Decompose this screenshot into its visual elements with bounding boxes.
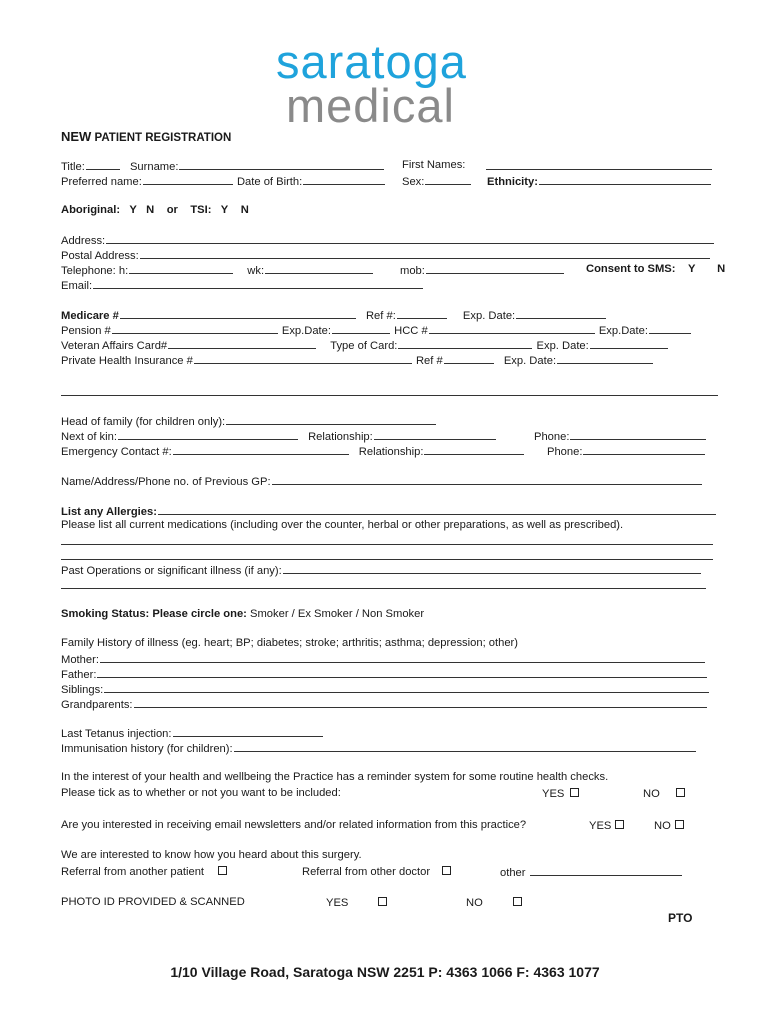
row-aboriginal [61, 205, 249, 216]
family-history-label: Family History of illness (eg. heart; BP; diabetes; stroke; arthritis; asthma; depression; other) [61, 637, 519, 649]
logo-medical: medical [286, 79, 455, 132]
aboriginal-label: Aboriginal: [61, 204, 121, 216]
pension-exp-field[interactable] [332, 324, 390, 334]
past-operations-label: Past Operations or significant illness (if any): [61, 565, 282, 577]
sex-label: Sex: [402, 176, 425, 188]
previous-gp-label: Name/Address/Phone no. of Previous GP: [61, 476, 271, 488]
nok-relationship-field[interactable] [374, 430, 496, 440]
newsletter-yes-checkbox[interactable] [615, 820, 624, 829]
emergency-phone-label: Phone: [547, 446, 583, 458]
reminder-yes-label: YES [542, 788, 565, 800]
veteran-label: Veteran Affairs Card# [61, 340, 168, 352]
veteran-field[interactable] [168, 339, 316, 349]
hcc-field[interactable] [429, 324, 595, 334]
medications-line-1[interactable] [61, 544, 713, 545]
form-title: NEW PATIENT REGISTRATION [61, 129, 232, 144]
immunisation-label: Immunisation history (for children): [61, 743, 233, 755]
next-of-kin-field[interactable] [118, 430, 298, 440]
nok-phone-label: Phone: [534, 431, 570, 443]
consent-sms-y[interactable]: Y [687, 263, 696, 275]
heard-intro: We are interested to know how you heard about this surgery. [61, 849, 362, 861]
private-health-label: Private Health Insurance # [61, 355, 193, 367]
photo-id-yes-checkbox[interactable] [378, 897, 387, 906]
title-label: Title: [61, 161, 85, 173]
dob-label: Date of Birth: [236, 176, 303, 188]
ethnicity-field[interactable] [539, 175, 711, 185]
medicare-ref-field[interactable] [397, 309, 447, 319]
father-field[interactable] [97, 668, 707, 678]
reminder-no-checkbox[interactable] [676, 788, 685, 797]
reminder-text: In the interest of your health and wellbeing the Practice has a reminder system for some routine health checks. [61, 771, 609, 783]
aboriginal-n[interactable]: N [146, 204, 155, 216]
grandparents-label: Grandparents: [61, 699, 133, 711]
hcc-exp-label: Exp.Date: [598, 325, 648, 337]
veteran-exp-label: Exp. Date: [536, 340, 589, 352]
grandparents-field[interactable] [134, 698, 707, 708]
photo-id-label: PHOTO ID PROVIDED & SCANNED [61, 896, 245, 908]
telephone-label: Telephone: h: [61, 265, 129, 277]
private-exp-label: Exp. Date: [503, 355, 557, 367]
surname-label: Surname: [129, 161, 179, 173]
hcc-label: HCC # [394, 325, 428, 337]
other-label: other [500, 867, 526, 879]
newsletter-question: Are you interested in receiving email newsletters and/or related information from this practice? [61, 819, 527, 831]
private-health-field[interactable] [194, 354, 412, 364]
medicare-ref-label: Ref #: [365, 310, 396, 322]
immunisation-field[interactable] [234, 742, 696, 752]
medicare-label: Medicare # [61, 310, 119, 322]
telephone-work-field[interactable] [265, 264, 373, 274]
medicare-field[interactable] [120, 309, 356, 319]
nok-relationship-label: Relationship: [308, 431, 373, 443]
row-title-surname [61, 160, 385, 173]
ethnicity-label: Ethnicity: [487, 176, 538, 188]
consent-sms-n[interactable]: N [717, 263, 726, 275]
private-exp-field[interactable] [557, 354, 653, 364]
or-text: or [166, 204, 178, 216]
mother-field[interactable] [100, 653, 705, 663]
first-names-label: First Names: [402, 159, 466, 171]
pension-label: Pension # [61, 325, 111, 337]
tsi-y[interactable]: Y [220, 204, 229, 216]
address-field[interactable] [106, 234, 714, 244]
referral-doctor-checkbox[interactable] [442, 866, 451, 875]
pto-text: PTO [668, 911, 693, 925]
allergies-field[interactable] [158, 505, 716, 515]
siblings-label: Siblings: [61, 684, 104, 696]
head-of-family-label: Head of family (for children only): [61, 416, 226, 428]
postal-address-label: Postal Address: [61, 250, 139, 262]
veteran-exp-field[interactable] [590, 339, 668, 349]
email-field[interactable] [93, 279, 423, 289]
newsletter-no-label: NO [654, 820, 671, 832]
first-names-field[interactable] [486, 160, 712, 170]
surname-field[interactable] [179, 160, 384, 170]
mother-label: Mother: [61, 654, 99, 666]
section-divider [61, 395, 718, 396]
referral-doctor-label: Referral from other doctor [302, 866, 431, 878]
newsletter-yes-label: YES [589, 820, 612, 832]
head-of-family-field[interactable] [226, 415, 436, 425]
referral-patient-checkbox[interactable] [218, 866, 227, 875]
reminder-no-label: NO [643, 788, 660, 800]
address-label: Address: [61, 235, 106, 247]
allergies-label: List any Allergies: [61, 506, 157, 518]
emergency-contact-field[interactable] [173, 445, 349, 455]
practice-address-footer: 1/10 Village Road, Saratoga NSW 2251 P: 4363 1066 F: 4363 1077 [170, 964, 600, 980]
dob-field[interactable] [303, 175, 385, 185]
card-type-field[interactable] [398, 339, 532, 349]
mobile-field[interactable] [426, 264, 564, 274]
mob-label: mob: [400, 265, 425, 277]
referral-patient-label: Referral from another patient [61, 866, 205, 878]
past-operations-field[interactable] [283, 564, 701, 574]
consent-sms-label: Consent to SMS: [586, 263, 676, 275]
next-of-kin-label: Next of kin: [61, 431, 117, 443]
logo-saratoga: saratoga [276, 35, 467, 88]
tetanus-field[interactable] [173, 727, 323, 737]
preferred-name-field[interactable] [143, 175, 233, 185]
smoking-options[interactable]: Smoker / Ex Smoker / Non Smoker [246, 608, 425, 620]
tetanus-label: Last Tetanus injection: [61, 728, 172, 740]
tsi-n[interactable]: N [240, 204, 249, 216]
siblings-field[interactable] [104, 683, 709, 693]
wk-label: wk: [247, 265, 265, 277]
previous-gp-field[interactable] [272, 475, 702, 485]
medications-line-2[interactable] [61, 559, 713, 560]
hcc-exp-field[interactable] [649, 324, 691, 334]
medicare-exp-label: Exp. Date: [462, 310, 516, 322]
nok-phone-field[interactable] [570, 430, 706, 440]
aboriginal-y[interactable]: Y [129, 204, 137, 216]
reminder-question: Please tick as to whether or not you want to be included: [61, 787, 341, 799]
sex-field[interactable] [425, 175, 471, 185]
tsi-label: TSI: [190, 204, 212, 216]
pension-exp-label: Exp.Date: [281, 325, 332, 337]
preferred-name-label: Preferred name: [61, 176, 142, 188]
emergency-phone-field[interactable] [583, 445, 705, 455]
title-field[interactable] [86, 160, 120, 170]
other-field[interactable] [530, 866, 682, 876]
private-ref-label: Ref # [415, 355, 443, 367]
medications-label: Please list all current medications (including over the counter, herbal or other preparations, as well as prescribed). [61, 519, 624, 531]
emergency-relationship-field[interactable] [424, 445, 524, 455]
postal-address-field[interactable] [140, 249, 710, 259]
pension-field[interactable] [112, 324, 278, 334]
past-operations-line-2[interactable] [61, 588, 706, 589]
emergency-contact-label: Emergency Contact #: [61, 446, 172, 458]
father-label: Father: [61, 669, 97, 681]
telephone-home-field[interactable] [129, 264, 233, 274]
photo-id-yes-label: YES [326, 897, 349, 909]
newsletter-no-checkbox[interactable] [675, 820, 684, 829]
email-label: Email: [61, 280, 93, 292]
medicare-exp-field[interactable] [516, 309, 606, 319]
card-type-label: Type of Card: [330, 340, 398, 352]
photo-id-no-label: NO [466, 897, 483, 909]
photo-id-no-checkbox[interactable] [513, 897, 522, 906]
emergency-relationship-label: Relationship: [358, 446, 424, 458]
smoking-label: Smoking Status: Please circle one: [61, 608, 247, 620]
reminder-yes-checkbox[interactable] [570, 788, 579, 797]
private-ref-field[interactable] [444, 354, 494, 364]
row-preferred-dob [61, 175, 386, 188]
